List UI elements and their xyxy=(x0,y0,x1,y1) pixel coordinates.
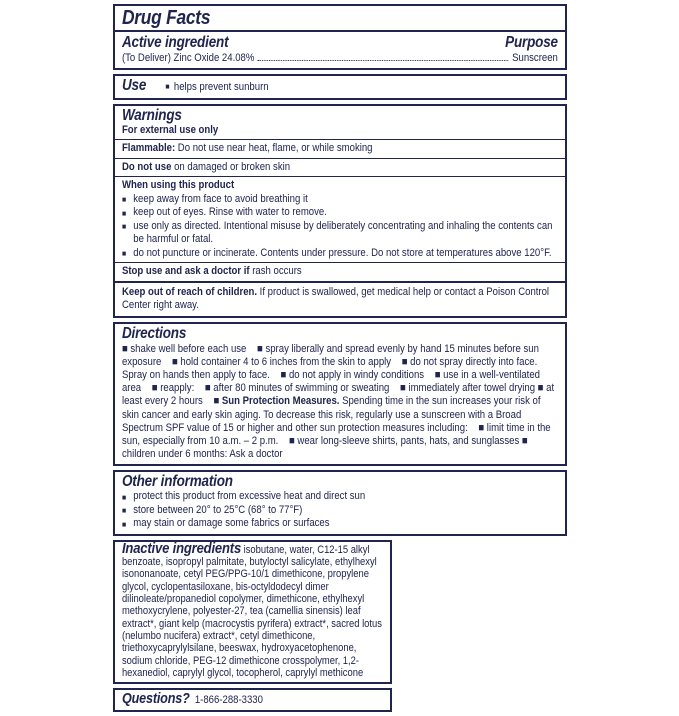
divider xyxy=(115,262,565,263)
purpose-value: Sunscreen xyxy=(512,52,558,64)
directions-heading: Directions xyxy=(121,324,187,342)
directions-text: ■ shake well before each use ■ spray liberally and spread evenly by hand 15 minutes before sun exposure ■ hold container 4 to 6 inches from the skin to apply ■ do not spray directly into face. Spray on hands then apply to face. ■ do not apply in windy conditions ■ use in a well-ventilated area ■ reapply: ■ after 80 minutes of swimming or sweating ■ immediately after towel drying ■ at least every 2 hours ■ Sun Protection Measures. Spending time in the sun increases your risk of skin cancer and early skin aging. To decrease this risk, regularly use a sunscreen with a Broad Spectrum SPF value of 15 or higher and other sun protection measures including: ■ limit time in the sun, especially from 10 a.m. – 2 p.m. ■ wear long-sleeve shirts, pants, hats, and sunglasses ■ children under 6 months: Ask a doctor xyxy=(121,342,557,461)
divider xyxy=(115,176,565,177)
list-item: ■ keep away from face to avoid breathing it xyxy=(121,192,308,205)
list-item: ■ may stain or damage some fabrics or surfaces xyxy=(121,517,330,530)
section-warnings xyxy=(113,104,567,318)
list-item: ■ do not puncture or incinerate. Contents under pressure. Do not store at temperatures above 120°F. xyxy=(121,246,552,259)
list-item: ■ store between 20° to 25°C (68° to 77°F) xyxy=(121,503,303,516)
section-other-information xyxy=(113,470,567,536)
divider xyxy=(115,139,565,140)
bullet-icon: ■ xyxy=(121,492,127,502)
questions-phone-number: 1-866-288-3330 xyxy=(194,694,263,707)
section-drug-facts-header xyxy=(113,4,567,70)
list-item: ■ keep out of eyes. Rinse with water to remove. xyxy=(121,206,327,218)
dot-leader xyxy=(258,51,509,61)
active-ingredient-value: (To Deliver) Zinc Oxide 24.08% xyxy=(121,52,255,64)
divider xyxy=(115,281,565,283)
warnings-bullet-list xyxy=(122,193,558,261)
other-information-bullet-list xyxy=(122,490,558,531)
divider xyxy=(115,30,565,32)
section-inactive-ingredients xyxy=(113,540,392,684)
bullet-icon: ■ xyxy=(121,208,127,218)
keep-out-of-reach-line: Keep out of reach of children. If product is swallowed, get medical help or contact a Poison Control Center right away. xyxy=(121,285,550,311)
questions-heading: Questions? xyxy=(121,691,190,708)
external-use-line: For external use only xyxy=(121,123,219,136)
bullet-icon: ■ xyxy=(121,506,127,516)
bullet-icon: ■ xyxy=(121,222,127,231)
bullet-icon: ■ xyxy=(121,249,127,258)
do-not-use-line: Do not use on damaged or broken skin xyxy=(121,160,291,173)
bullet-icon: ■ xyxy=(121,519,127,529)
section-directions xyxy=(113,322,567,467)
section-use xyxy=(113,74,567,100)
section-questions xyxy=(113,688,392,712)
use-item: helps prevent sunburn xyxy=(173,81,269,93)
bullet-icon: ■ xyxy=(121,195,127,204)
label-column xyxy=(113,4,567,716)
active-ingredient-heading: Active ingredient xyxy=(121,34,229,51)
drug-facts-title: Drug Facts xyxy=(121,7,211,29)
stop-use-line: Stop use and ask a doctor if rash occurs xyxy=(121,265,302,277)
list-item: ■ use only as directed. Intentional misuse by deliberately concentrating and inhaling the contents can be harmful or fatal. xyxy=(121,219,553,245)
inactive-ingredients-text: Inactive ingredients isobutane, water, C12-15 alkyl benzoate, isopropyl palmitate, butyloctyl salicylate, ethylhexyl isononanoate, cetyl PEG/PPG-10/1 dimethicone, propylene glycol, cyclopentasiloxane, bis-octyldodecyl dimer dilinoleate/propanediol copolymer, dimethicone, ethylhexyl methoxycrylene, polyester-27, tea (camellia sinensis) leaf extract*, giant kelp (macrocystis pyrifera) extract*, sacred lotus (nelumbo nucifera) extract*, cetyl dimethicone, triethoxycaprylylsilane, beeswax, hydroxyacetophenone, sodium chloride, PEG-12 dimethicone crosspolymer, 1,2-hexanediol, caprylyl glycol, tocopherol, caprylyl methicone xyxy=(121,539,382,679)
other-information-heading: Other information xyxy=(121,473,233,491)
use-heading: Use xyxy=(121,77,147,94)
inactive-ingredients-heading: Inactive ingredients xyxy=(121,539,242,557)
list-item: ■ protect this product from excessive heat and direct sun xyxy=(121,490,366,503)
bullet-icon: ■ xyxy=(165,82,170,91)
warnings-heading: Warnings xyxy=(121,106,182,124)
purpose-heading: Purpose xyxy=(505,34,558,51)
flammable-line: Flammable: Do not use near heat, flame, or while smoking xyxy=(121,142,373,154)
when-using-heading: When using this product xyxy=(121,179,235,191)
divider xyxy=(115,158,565,159)
sun-protection-measures-label: Sun Protection Measures. xyxy=(221,395,340,408)
